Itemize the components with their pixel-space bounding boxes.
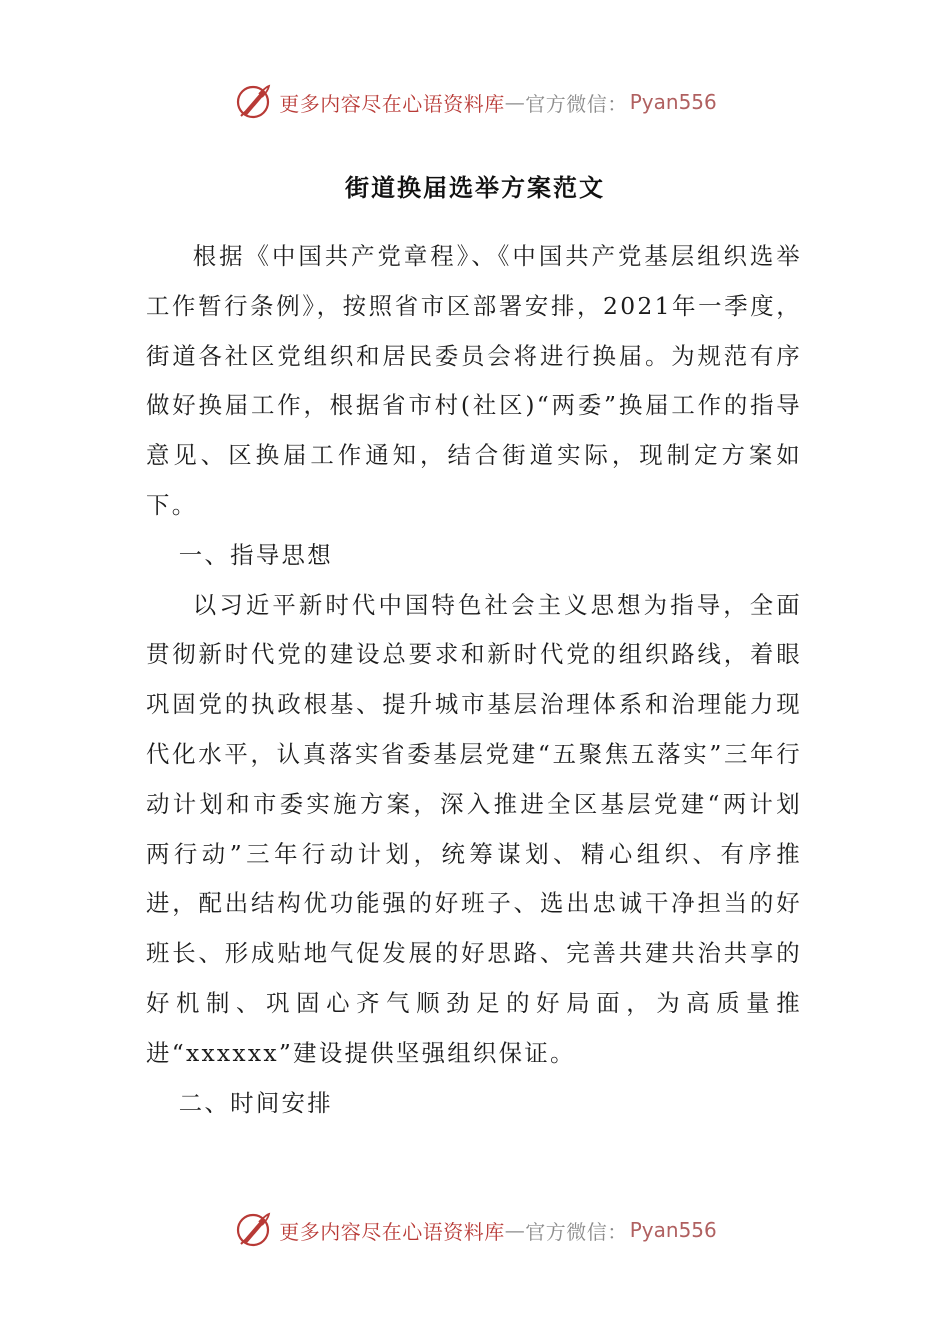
banner-slogan: 更多内容尽在心语资料库 xyxy=(279,91,505,116)
document-title: 街道换届选举方案范文 xyxy=(345,174,605,202)
body-paragraph: 以习近平新时代中国特色社会主义思想为指导，全面贯彻新时代党的建设总要求和新时代党的组织路线，着眼巩固党的执政根基、提升城市基层治理体系和治理能力现代化水平，认真落实省委基层党建“五聚焦五落实”三年行动计划和市委实施方案，深入推进全区基层党建“两计划两行动”三年行动计划，统筹谋划、精心组织、有序推进，配出结构优功能强的好班子、选出忠诚干净担当的好班长、形成贴地气促发展的好思路、完善共建共治共享的好机制、巩固心齐气顺劲足的好局面，为高质量推进“xxxxxx”建设提供坚强组织保证。 xyxy=(146,590,802,1067)
banner-dash: — xyxy=(504,90,526,114)
banner-dash: — xyxy=(504,1218,526,1242)
quill-pen-logo-icon xyxy=(233,82,273,122)
section-heading: 二、时间安排 xyxy=(178,1088,333,1117)
section-heading: 一、指导思想 xyxy=(178,540,333,569)
banner-wechat-label: 官方微信： xyxy=(525,1219,628,1244)
quill-pen-logo-icon xyxy=(233,1210,273,1250)
banner-wechat-id: Pyan556 xyxy=(629,1218,717,1242)
body-paragraph: 根据《中国共产党章程》、《中国共产党基层组织选举工作暂行条例》，按照省市区部署安排，2021年一季度，街道各社区党组织和居民委员会将进行换届。为规范有序做好换届工作，根据省市村(社区)“两委”换届工作的指导意见、区换届工作通知，结合街道实际，现制定方案如下。 xyxy=(146,242,802,519)
banner-wechat-label: 官方微信： xyxy=(525,91,628,116)
footer-banner xyxy=(0,1210,950,1250)
banner-wechat-id: Pyan556 xyxy=(629,90,717,114)
document-body xyxy=(146,232,802,1128)
banner-slogan: 更多内容尽在心语资料库 xyxy=(279,1219,505,1244)
header-banner xyxy=(0,82,950,122)
